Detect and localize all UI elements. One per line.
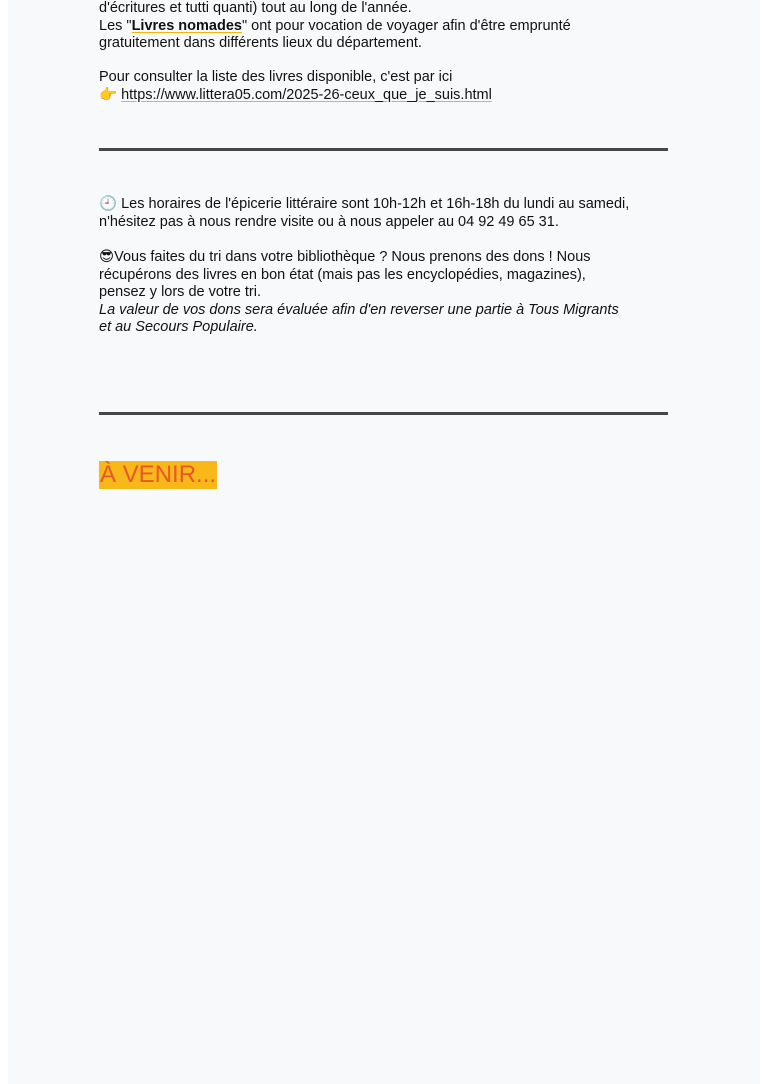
- divider-1: [99, 148, 668, 151]
- hours-line-2: n'hésitez pas à nous rendre visite ou à nous appeler au 04 92 49 65 31.: [99, 213, 559, 230]
- donations-line-2: récupérons des livres en bon état (mais pas les encyclopédies, magazines),: [99, 266, 586, 283]
- donations-italic-2: et au Secours Populaire.: [99, 319, 258, 335]
- list-section: [99, 69, 674, 104]
- list-url-line: [99, 87, 674, 105]
- donations-line-3: pensez y lors de votre tri.: [99, 284, 261, 300]
- hours-line-1: [99, 196, 674, 214]
- intro-section: [99, 0, 674, 53]
- intro-line-2: [99, 18, 674, 36]
- book-list-link[interactable]: https://www.littera05.com/2025-26-ceux_que_je_suis.html: [121, 86, 492, 103]
- pointing-hand-icon: 👉: [99, 86, 118, 103]
- intro-line-3: gratuitement dans différents lieux du département.: [99, 35, 422, 51]
- livres-nomades-link[interactable]: Livres nomades: [131, 17, 242, 34]
- newsletter-page: [8, 0, 760, 1084]
- list-text: Pour consulter la liste des livres disponible, c'est par ici: [99, 69, 453, 85]
- donations-section: [99, 249, 674, 337]
- divider-2: [99, 412, 668, 415]
- upcoming-heading: À VENIR...: [100, 461, 217, 488]
- les-prefix: Les ": [99, 17, 132, 34]
- hours-section: [99, 196, 674, 231]
- donations-italic-1: La valeur de vos dons sera évaluée afin d'en reverser une partie à Tous Migrants: [99, 301, 619, 318]
- donations-text-1: Vous faites du tri dans votre bibliothèque ? Nous prenons des dons ! Nous: [114, 249, 591, 265]
- hours-text-1: Les horaires de l'épicerie littéraire sont 10h-12h et 16h-18h du lundi au samedi,: [121, 196, 630, 212]
- clock-icon: 🕘: [99, 196, 118, 212]
- les-suffix: " ont pour vocation de voyager afin d'être emprunté: [241, 17, 571, 34]
- intro-line-1: d'écritures et tutti quanti) tout au long de l'année.: [99, 0, 412, 16]
- upcoming-section: [99, 461, 217, 489]
- donations-line-1: [99, 249, 674, 267]
- sunglasses-icon: 😎: [99, 249, 115, 265]
